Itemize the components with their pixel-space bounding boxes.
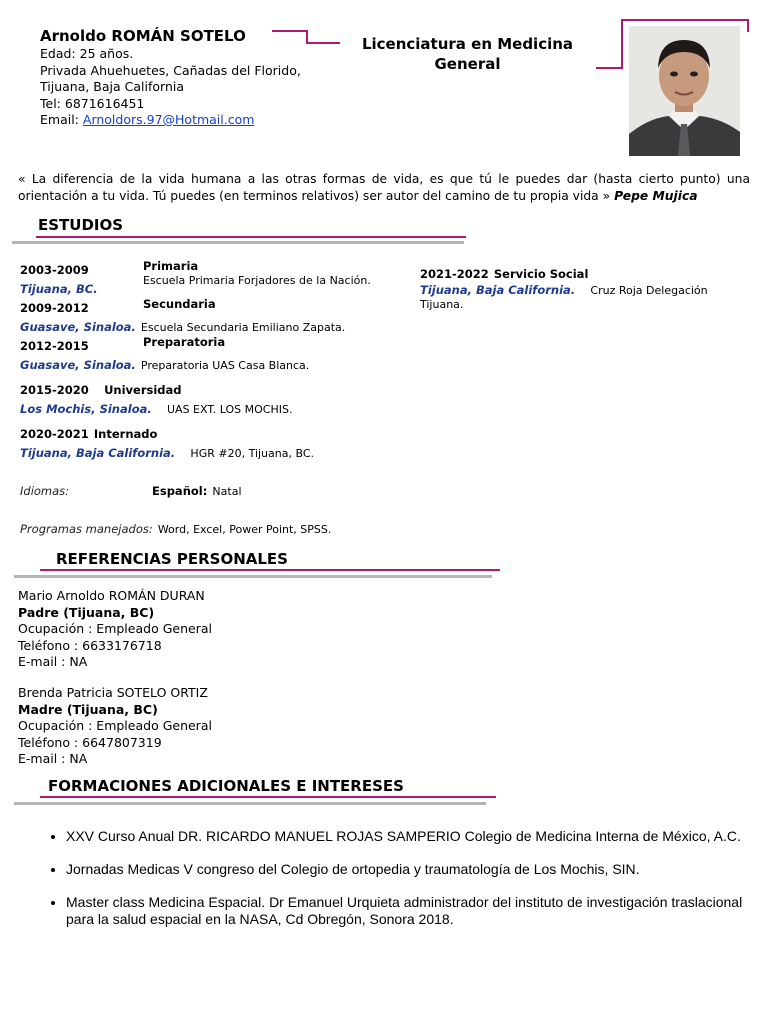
estudio-school: Escuela Primaria Forjadores de la Nación. bbox=[143, 274, 371, 287]
idioma-name: Español: bbox=[152, 484, 208, 498]
referencias-accent-line bbox=[40, 569, 500, 571]
email-label: Email: bbox=[40, 112, 79, 127]
servicio-years: 2021-2022 bbox=[420, 267, 489, 281]
estudio-level: Preparatoria bbox=[143, 335, 226, 349]
reference-name: Brenda Patricia SOTELO ORTIZ bbox=[18, 685, 208, 700]
formaciones-accent-line bbox=[40, 796, 496, 798]
quote-author: Pepe Mujica bbox=[614, 189, 698, 203]
email-link[interactable]: Arnoldors.97@Hotmail.com bbox=[82, 112, 255, 127]
programas-label: Programas manejados: bbox=[20, 522, 153, 536]
estudio-school: Escuela Secundaria Emiliano Zapata. bbox=[140, 321, 346, 334]
list-item: • Jornadas Medicas V congreso del Colegio de ortopedia y traumatología de Los Mochis, SIN. bbox=[66, 861, 756, 878]
estudio-entry bbox=[20, 297, 345, 335]
degree-title bbox=[340, 34, 595, 74]
servicio-place: Tijuana, Baja California. bbox=[420, 283, 576, 297]
address-line-2: Tijuana, Baja California bbox=[40, 79, 185, 94]
reference-occupation: Ocupación : Empleado General bbox=[18, 718, 212, 733]
formaciones-list bbox=[38, 828, 756, 944]
estudios-heading: ESTUDIOS bbox=[38, 216, 124, 234]
programas-value: Word, Excel, Power Point, SPSS. bbox=[157, 523, 332, 536]
profile-photo bbox=[629, 26, 740, 156]
reference-entry bbox=[18, 588, 212, 671]
servicio-school-line-2: Tijuana. bbox=[420, 298, 464, 311]
estudio-years: 2012-2015 bbox=[20, 339, 89, 353]
list-item: • XXV Curso Anual DR. RICARDO MANUEL ROJAS SAMPERIO Colegio de Medicina Interna de México, A.C. bbox=[66, 828, 756, 845]
estudio-level: Secundaria bbox=[143, 297, 216, 311]
programas-row bbox=[20, 518, 331, 537]
estudio-place: Tijuana, BC. bbox=[20, 282, 98, 296]
estudio-place: Los Mochis, Sinaloa. bbox=[20, 402, 152, 416]
estudio-school: HGR #20, Tijuana, BC. bbox=[190, 447, 315, 460]
estudios-divider bbox=[12, 241, 464, 244]
reference-relation: Madre (Tijuana, BC) bbox=[18, 701, 158, 717]
estudio-school: UAS EXT. LOS MOCHIS. bbox=[167, 403, 293, 416]
estudio-level: Universidad bbox=[104, 383, 182, 397]
reference-relation: Padre (Tijuana, BC) bbox=[18, 604, 155, 620]
estudio-years: 2003-2009 bbox=[20, 263, 89, 277]
reference-name: Mario Arnoldo ROMÁN DURAN bbox=[18, 588, 205, 603]
idioma-level: Natal bbox=[212, 485, 242, 498]
quote bbox=[18, 171, 750, 205]
reference-occupation: Ocupación : Empleado General bbox=[18, 621, 212, 636]
estudio-years: 2015-2020 bbox=[20, 383, 89, 397]
degree-title-line-2: General bbox=[434, 55, 501, 73]
estudio-entry bbox=[20, 259, 371, 297]
referencias-divider bbox=[14, 575, 492, 578]
idiomas-label: Idiomas: bbox=[20, 484, 70, 498]
estudio-school: Preparatoria UAS Casa Blanca. bbox=[140, 359, 310, 372]
servicio-school: Cruz Roja Delegación bbox=[590, 284, 708, 297]
estudios-accent-line bbox=[36, 236, 466, 238]
estudio-entry bbox=[20, 335, 309, 373]
estudio-entry bbox=[20, 379, 292, 417]
list-item: • Master class Medicina Espacial. Dr Emanuel Urquieta administrador del instituto de investigación traslacional para la salud espacial en la NASA, Cd Obregón, Sonora 2018. bbox=[66, 894, 756, 928]
estudio-entry bbox=[20, 423, 314, 461]
servicio-social bbox=[420, 263, 740, 311]
reference-email: E-mail : NA bbox=[18, 654, 88, 669]
age: Edad: 25 años. bbox=[40, 46, 134, 61]
phone: Tel: 6871616451 bbox=[40, 95, 145, 111]
servicio-level: Servicio Social bbox=[493, 267, 589, 281]
reference-phone: Teléfono : 6647807319 bbox=[18, 734, 162, 750]
formaciones-heading: FORMACIONES ADICIONALES E INTERESES bbox=[48, 777, 404, 795]
idiomas-value bbox=[152, 480, 242, 499]
estudio-years: 2009-2012 bbox=[20, 301, 89, 315]
estudio-place: Tijuana, Baja California. bbox=[20, 446, 176, 460]
estudio-place: Guasave, Sinaloa. bbox=[20, 320, 136, 334]
reference-phone: Teléfono : 6633176718 bbox=[18, 637, 162, 653]
reference-entry bbox=[18, 685, 212, 768]
estudio-place: Guasave, Sinaloa. bbox=[20, 358, 136, 372]
estudio-level: Primaria bbox=[143, 259, 199, 273]
formaciones-divider bbox=[14, 802, 486, 805]
address-line-1: Privada Ahuehuetes, Cañadas del Florido, bbox=[40, 62, 301, 78]
idiomas-row bbox=[20, 480, 242, 499]
estudio-years: 2020-2021 bbox=[20, 427, 89, 441]
quote-text: « La diferencia de la vida humana a las otras formas de vida, es que tú le puedes dar (hasta cierto punto) una orientación a tu vida. Tú puedes (en terminos relativos) ser autor del camino de tu propia vida » bbox=[18, 172, 750, 203]
candidate-name: Arnoldo ROMÁN SOTELO bbox=[40, 27, 246, 45]
estudio-level: Internado bbox=[93, 427, 158, 441]
referencias-heading: REFERENCIAS PERSONALES bbox=[56, 550, 288, 568]
reference-email: E-mail : NA bbox=[18, 751, 88, 766]
degree-title-line-1: Licenciatura en Medicina bbox=[361, 35, 574, 53]
